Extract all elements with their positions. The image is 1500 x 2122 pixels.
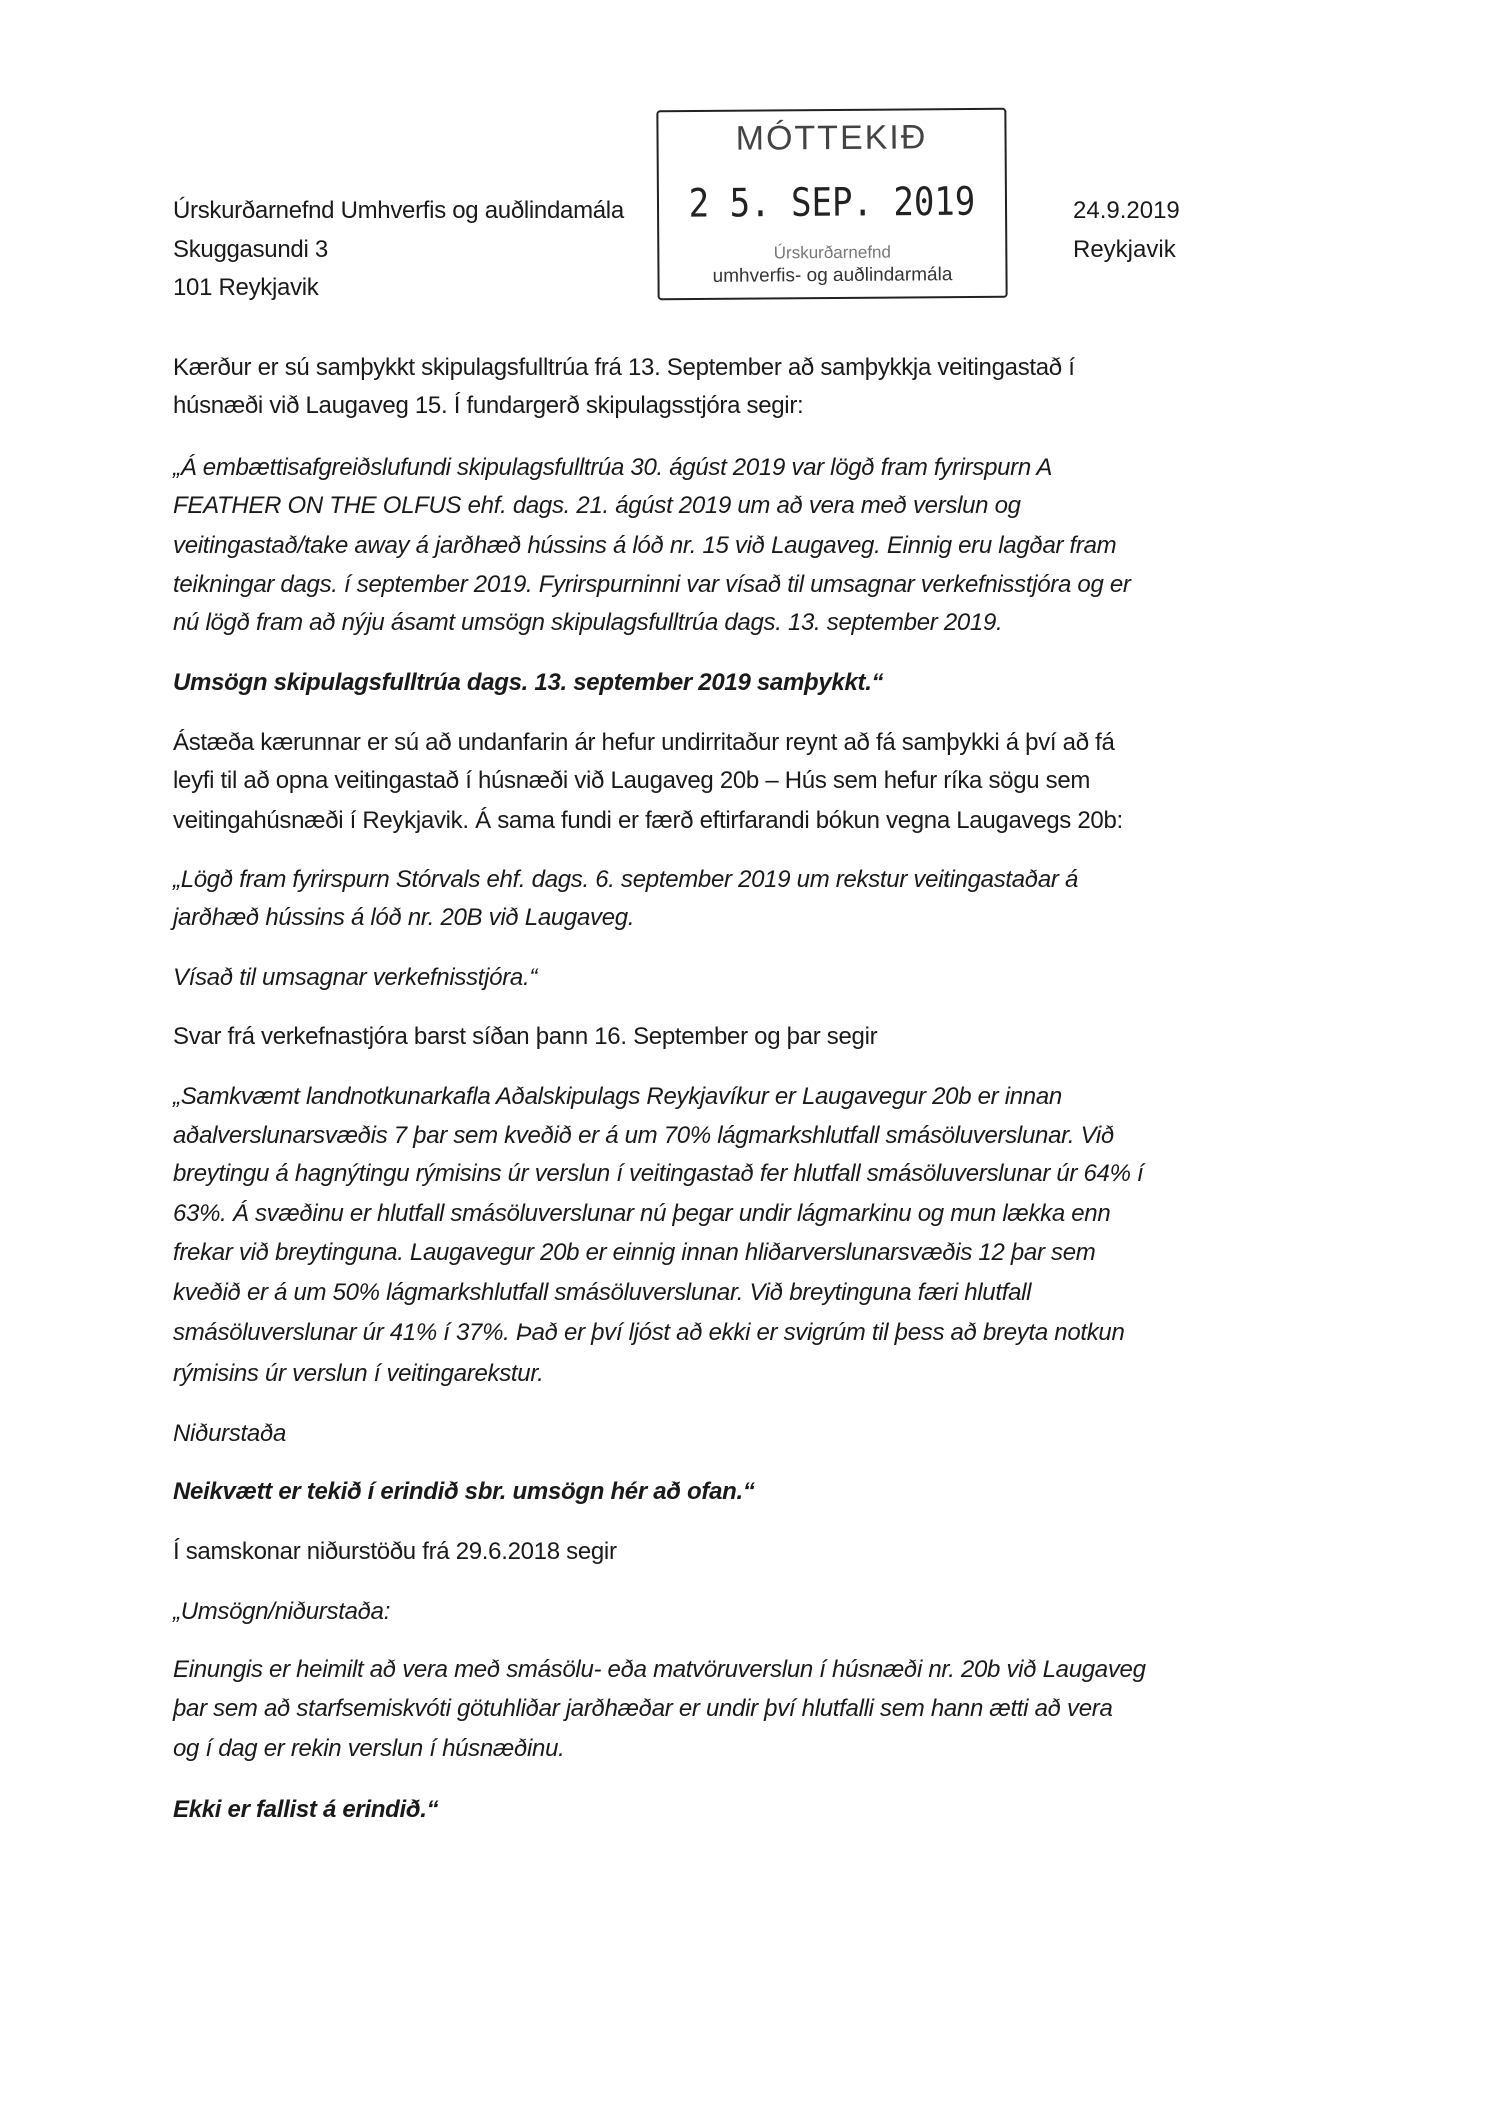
paragraph-line: Vísað til umsagnar verkefnisstjóra.“ — [173, 964, 538, 991]
paragraph-line: jarðhæð hússins á lóð nr. 20B við Laugaveg. — [173, 904, 635, 931]
paragraph-line: Ástæða kærunnar er sú að undanfarin ár hefur undirritaður reynt að fá samþykki á því að fá — [173, 729, 1115, 756]
paragraph-line: „Á embættisafgreiðslufundi skipulagsfulltrúa 30. ágúst 2019 var lögð fram fyrirspurn A — [173, 454, 1053, 481]
paragraph-line: og í dag er rekin verslun í húsnæðinu. — [173, 1735, 565, 1762]
paragraph-line: „Lögð fram fyrirspurn Stórvals ehf. dags. 6. september 2019 um rekstur veitingastaðar á — [173, 866, 1079, 893]
received-stamp — [656, 108, 1007, 300]
stamp-org-line2: umhverfis- og auðlindarmála — [712, 264, 953, 287]
paragraph-line: aðalverslunarsvæðis 7 þar sem kveðið er á um 70% lágmarkshlutfall smásöluverslunar. Við — [173, 1122, 1115, 1149]
paragraph-line: Svar frá verkefnastjóra barst síðan þann 16. September og þar segir — [173, 1023, 878, 1050]
paragraph-line: 63%. Á svæðinu er hlutfall smásöluverslunar nú þegar undir lágmarkinu og mun lækka enn — [173, 1200, 1111, 1227]
paragraph-line: rýmisins úr verslun í veitingarekstur. — [173, 1360, 544, 1387]
recipient-name: Úrskurðarnefnd Umhverfis og auðlindamála — [173, 197, 624, 224]
paragraph-line: kveðið er á um 50% lágmarkshlutfall smásöluverslunar. Við breytinguna færi hlutfall — [173, 1279, 1032, 1306]
paragraph-line: veitingahúsnæði í Reykjavik. Á sama fundi er færð eftirfarandi bókun vegna Laugavegs 20b: — [173, 807, 1123, 834]
paragraph-line: frekar við breytinguna. Laugavegur 20b er einnig innan hliðarverslunarsvæðis 12 þar sem — [173, 1239, 1096, 1266]
paragraph-line: nú lögð fram að nýju ásamt umsögn skipulagsfulltrúa dags. 13. september 2019. — [173, 609, 1003, 636]
paragraph-line: Niðurstaða — [173, 1420, 287, 1447]
paragraph-line: Neikvætt er tekið í erindið sbr. umsögn hér að ofan.“ — [173, 1478, 755, 1505]
paragraph-line: þar sem að starfsemiskvóti götuhliðar jarðhæðar er undir því hlutfalli sem hann ætti að vera — [173, 1695, 1113, 1722]
paragraph-line: Umsögn skipulagsfulltrúa dags. 13. september 2019 samþykkt.“ — [173, 669, 884, 696]
paragraph-line: FEATHER ON THE OLFUS ehf. dags. 21. ágúst 2019 um að vera með verslun og — [173, 492, 1021, 519]
paragraph-line: breytingu á hagnýtingu rýmisins úr verslun í veitingastað fer hlutfall smásöluverslunar úr 64% í — [173, 1160, 1144, 1187]
paragraph-line: Ekki er fallist á erindið.“ — [173, 1796, 439, 1823]
stamp-org-line1: Úrskurðarnefnd — [773, 242, 891, 263]
stamp-date: 2 5. SEP. 2019 — [688, 179, 976, 227]
paragraph-line: „Umsögn/niðurstaða: — [173, 1598, 391, 1625]
letter-date: 24.9.2019 — [1073, 197, 1180, 224]
paragraph-line: Kærður er sú samþykkt skipulagsfulltrúa frá 13. September að samþykkja veitingastað í — [173, 354, 1075, 381]
paragraph-line: leyfi til að opna veitingastað í húsnæði við Laugaveg 20b – Hús sem hefur ríka sögu sem — [173, 767, 1091, 794]
paragraph-line: Einungis er heimilt að vera með smásölu- eða matvöruverslun í húsnæði nr. 20b við Laugaveg — [173, 1656, 1146, 1683]
paragraph-line: „Samkvæmt landnotkunarkafla Aðalskipulags Reykjavíkur er Laugavegur 20b er innan — [173, 1083, 1062, 1110]
paragraph-line: veitingastað/take away á jarðhæð hússins á lóð nr. 15 við Laugaveg. Einnig eru lagðar fram — [173, 532, 1117, 559]
paragraph-line: húsnæði við Laugaveg 15. Í fundargerð skipulagsstjóra segir: — [173, 392, 804, 419]
paragraph-line: teikningar dags. í september 2019. Fyrirspurninni var vísað til umsagnar verkefnisstjóra og er — [173, 571, 1131, 598]
recipient-street: Skuggasundi 3 — [173, 236, 328, 263]
stamp-title: MÓTTEKIÐ — [735, 118, 928, 158]
letter-place: Reykjavik — [1073, 236, 1176, 263]
paragraph-line: Í samskonar niðurstöðu frá 29.6.2018 segir — [173, 1538, 617, 1565]
paragraph-line: smásöluverslunar úr 41% í 37%. Það er því ljóst að ekki er svigrúm til þess að breyta notkun — [173, 1319, 1125, 1346]
recipient-city: 101 Reykjavik — [173, 274, 319, 301]
